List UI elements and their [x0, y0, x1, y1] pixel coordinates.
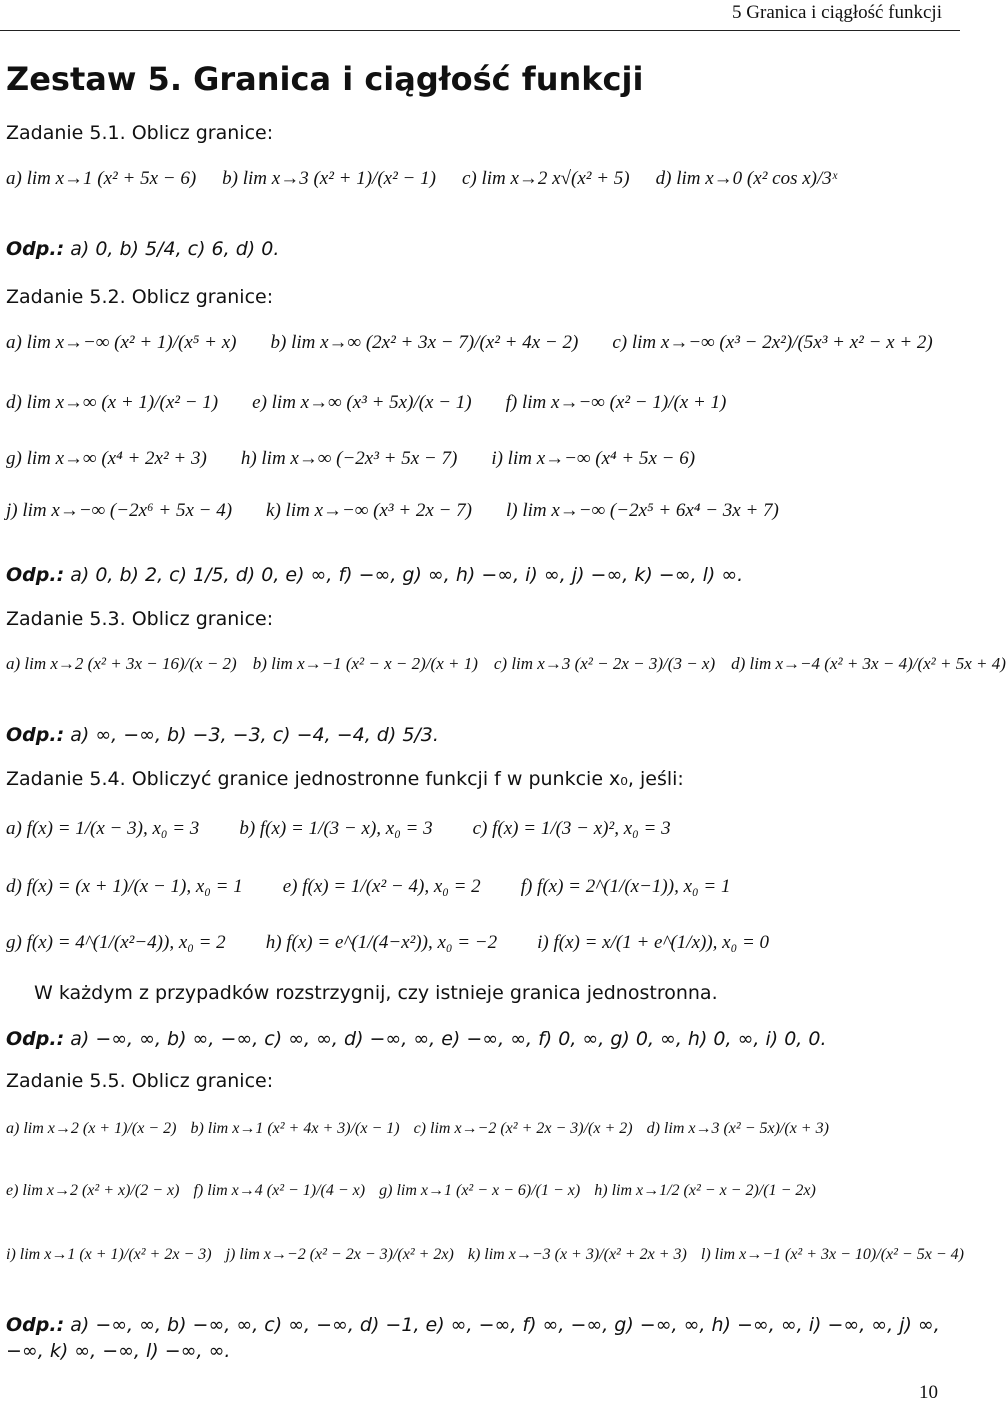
page-number: 10 — [919, 1382, 938, 1403]
answer-label: Odp.: — [6, 1028, 65, 1050]
exercise-item: k) lim x→−∞ (x³ + 2x − 7) — [266, 500, 472, 521]
answer-label: Odp.: — [6, 564, 65, 586]
section-5-5-answer — [6, 1312, 954, 1364]
section-5-1-answer — [6, 236, 954, 262]
exercise-item: b) f(x) = 1/(3 − x), x₀ = 3 — [239, 818, 433, 839]
answer-label: Odp.: — [6, 1314, 65, 1336]
exercise-item: a) lim x→1 (x² + 5x − 6) — [6, 168, 197, 189]
section-number: Zadanie 5.3. — [6, 608, 126, 630]
answer-text: a) −∞, ∞, b) −∞, ∞, c) ∞, −∞, d) −1, e) ∞, −∞, f) ∞, −∞, g) −∞, ∞, h) −∞, ∞, i) −∞, ∞, j) ∞, −∞, k) ∞, −∞, l) −∞, ∞. — [6, 1314, 940, 1362]
exercise-item: g) lim x→1 (x² − x − 6)/(1 − x) — [379, 1182, 581, 1199]
section-text: Oblicz granice: — [131, 608, 274, 630]
exercise-item: c) lim x→2 x√(x² + 5) — [461, 168, 630, 189]
page-title: Zestaw 5. Granica i ciągłość funkcji — [6, 60, 644, 98]
answer-text: a) 0, b) 5/4, c) 6, d) 0. — [70, 238, 280, 260]
section-5-3-row-1 — [6, 654, 1006, 674]
exercise-item: g) f(x) = 4^(1/(x²−4)), x₀ = 2 — [6, 932, 226, 953]
section-5-4-heading — [6, 768, 684, 790]
header-rule — [0, 30, 960, 31]
answer-text: a) 0, b) 2, c) 1/5, d) 0, e) ∞, f) −∞, g) ∞, h) −∞, i) ∞, j) −∞, k) −∞, l) ∞. — [70, 564, 744, 586]
section-5-4-row-1 — [6, 818, 954, 840]
exercise-item: k) lim x→−3 (x + 3)/(x² + 2x + 3) — [467, 1246, 687, 1263]
exercise-item: j) lim x→−∞ (−2x⁶ + 5x − 4) — [6, 500, 233, 521]
section-text: Obliczyć granice jednostronne funkcji f w punkcie x₀, jeśli: — [131, 768, 684, 790]
exercise-item: b) lim x→∞ (2x² + 3x − 7)/(x² + 4x − 2) — [270, 332, 579, 353]
section-5-5-row-1 — [6, 1120, 954, 1138]
section-5-3-answer — [6, 722, 954, 748]
exercise-item: l) lim x→−1 (x² + 3x − 10)/(x² − 5x − 4) — [700, 1246, 964, 1263]
exercise-item: c) lim x→−2 (x² + 2x − 3)/(x + 2) — [413, 1120, 633, 1137]
exercise-item: i) lim x→1 (x + 1)/(x² + 2x − 3) — [6, 1246, 212, 1263]
section-number: Zadanie 5.1. — [6, 122, 126, 144]
answer-text: a) −∞, ∞, b) ∞, −∞, c) ∞, ∞, d) −∞, ∞, e) −∞, ∞, f) 0, ∞, g) 0, ∞, h) 0, ∞, i) 0, 0. — [70, 1028, 827, 1050]
exercise-item: l) lim x→−∞ (−2x⁵ + 6x⁴ − 3x + 7) — [505, 500, 779, 521]
exercise-item: d) lim x→3 (x² − 5x)/(x + 3) — [646, 1120, 829, 1137]
section-5-2-row-4 — [6, 500, 954, 522]
exercise-item: i) lim x→−∞ (x⁴ + 5x − 6) — [491, 448, 696, 469]
exercise-item: a) f(x) = 1/(x − 3), x₀ = 3 — [6, 818, 200, 839]
section-number: Zadanie 5.5. — [6, 1070, 126, 1092]
exercise-item: a) lim x→2 (x + 1)/(x − 2) — [6, 1120, 177, 1137]
section-5-4-answer — [6, 1026, 954, 1052]
section-5-2-row-3 — [6, 448, 954, 470]
section-5-2-answer — [6, 562, 954, 588]
exercise-item: b) lim x→1 (x² + 4x + 3)/(x − 1) — [190, 1120, 400, 1137]
running-header: 5 Granica i ciągłość funkcji — [732, 2, 942, 23]
exercise-item: d) lim x→−4 (x² + 3x − 4)/(x² + 5x + 4) — [731, 654, 1006, 673]
section-5-5-heading — [6, 1070, 273, 1092]
section-5-1-heading — [6, 122, 273, 144]
section-5-1-row-1 — [6, 168, 954, 190]
exercise-item: j) lim x→−2 (x² − 2x − 3)/(x² + 2x) — [225, 1246, 454, 1263]
exercise-item: d) lim x→∞ (x + 1)/(x² − 1) — [6, 392, 219, 413]
section-5-3-heading — [6, 608, 273, 630]
exercise-item: h) lim x→1/2 (x² − x − 2)/(1 − 2x) — [594, 1182, 816, 1199]
exercise-item: c) f(x) = 1/(3 − x)², x₀ = 3 — [472, 818, 671, 839]
exercise-item: f) lim x→4 (x² − 1)/(4 − x) — [193, 1182, 366, 1199]
answer-label: Odp.: — [6, 724, 65, 746]
exercise-item: e) lim x→∞ (x³ + 5x)/(x − 1) — [252, 392, 472, 413]
exercise-item: f) lim x→−∞ (x² − 1)/(x + 1) — [505, 392, 727, 413]
exercise-item: a) lim x→−∞ (x² + 1)/(x⁵ + x) — [6, 332, 237, 353]
section-number: Zadanie 5.4. — [6, 768, 126, 790]
exercise-item: c) lim x→3 (x² − 2x − 3)/(3 − x) — [493, 654, 716, 673]
section-5-5-row-3 — [6, 1246, 964, 1264]
section-text: Oblicz granice: — [131, 122, 274, 144]
section-text: Oblicz granice: — [131, 1070, 274, 1092]
section-5-2-heading — [6, 286, 273, 308]
exercise-item: b) lim x→3 (x² + 1)/(x² − 1) — [222, 168, 436, 189]
section-5-4-note: W każdym z przypadków rozstrzygnij, czy istnieje granica jednostronna. — [34, 982, 718, 1004]
exercise-item: c) lim x→−∞ (x³ − 2x²)/(5x³ + x² − x + 2) — [612, 332, 933, 353]
section-5-2-row-1 — [6, 332, 954, 354]
exercise-item: h) lim x→∞ (−2x³ + 5x − 7) — [240, 448, 458, 469]
exercise-item: i) f(x) = x/(1 + e^(1/x)), x₀ = 0 — [537, 932, 770, 953]
exercise-item: f) f(x) = 2^(1/(x−1)), x₀ = 1 — [520, 876, 731, 897]
section-5-4-row-2 — [6, 876, 954, 898]
section-text: Oblicz granice: — [131, 286, 274, 308]
answer-label: Odp.: — [6, 238, 65, 260]
exercise-item: b) lim x→−1 (x² − x − 2)/(x + 1) — [252, 654, 478, 673]
exercise-item: a) lim x→2 (x² + 3x − 16)/(x − 2) — [6, 654, 237, 673]
exercise-item: h) f(x) = e^(1/(4−x²)), x₀ = −2 — [265, 932, 498, 953]
section-5-5-row-2 — [6, 1182, 954, 1200]
section-5-4-row-3 — [6, 932, 954, 954]
answer-text: a) ∞, −∞, b) −3, −3, c) −4, −4, d) 5/3. — [70, 724, 439, 746]
section-number: Zadanie 5.2. — [6, 286, 126, 308]
section-5-2-row-2 — [6, 392, 954, 414]
exercise-item: e) lim x→2 (x² + x)/(2 − x) — [6, 1182, 180, 1199]
exercise-item: g) lim x→∞ (x⁴ + 2x² + 3) — [6, 448, 207, 469]
exercise-item: d) lim x→0 (x² cos x)/3ˣ — [655, 168, 838, 189]
exercise-item: d) f(x) = (x + 1)/(x − 1), x₀ = 1 — [6, 876, 243, 897]
exercise-item: e) f(x) = 1/(x² − 4), x₀ = 2 — [282, 876, 481, 897]
